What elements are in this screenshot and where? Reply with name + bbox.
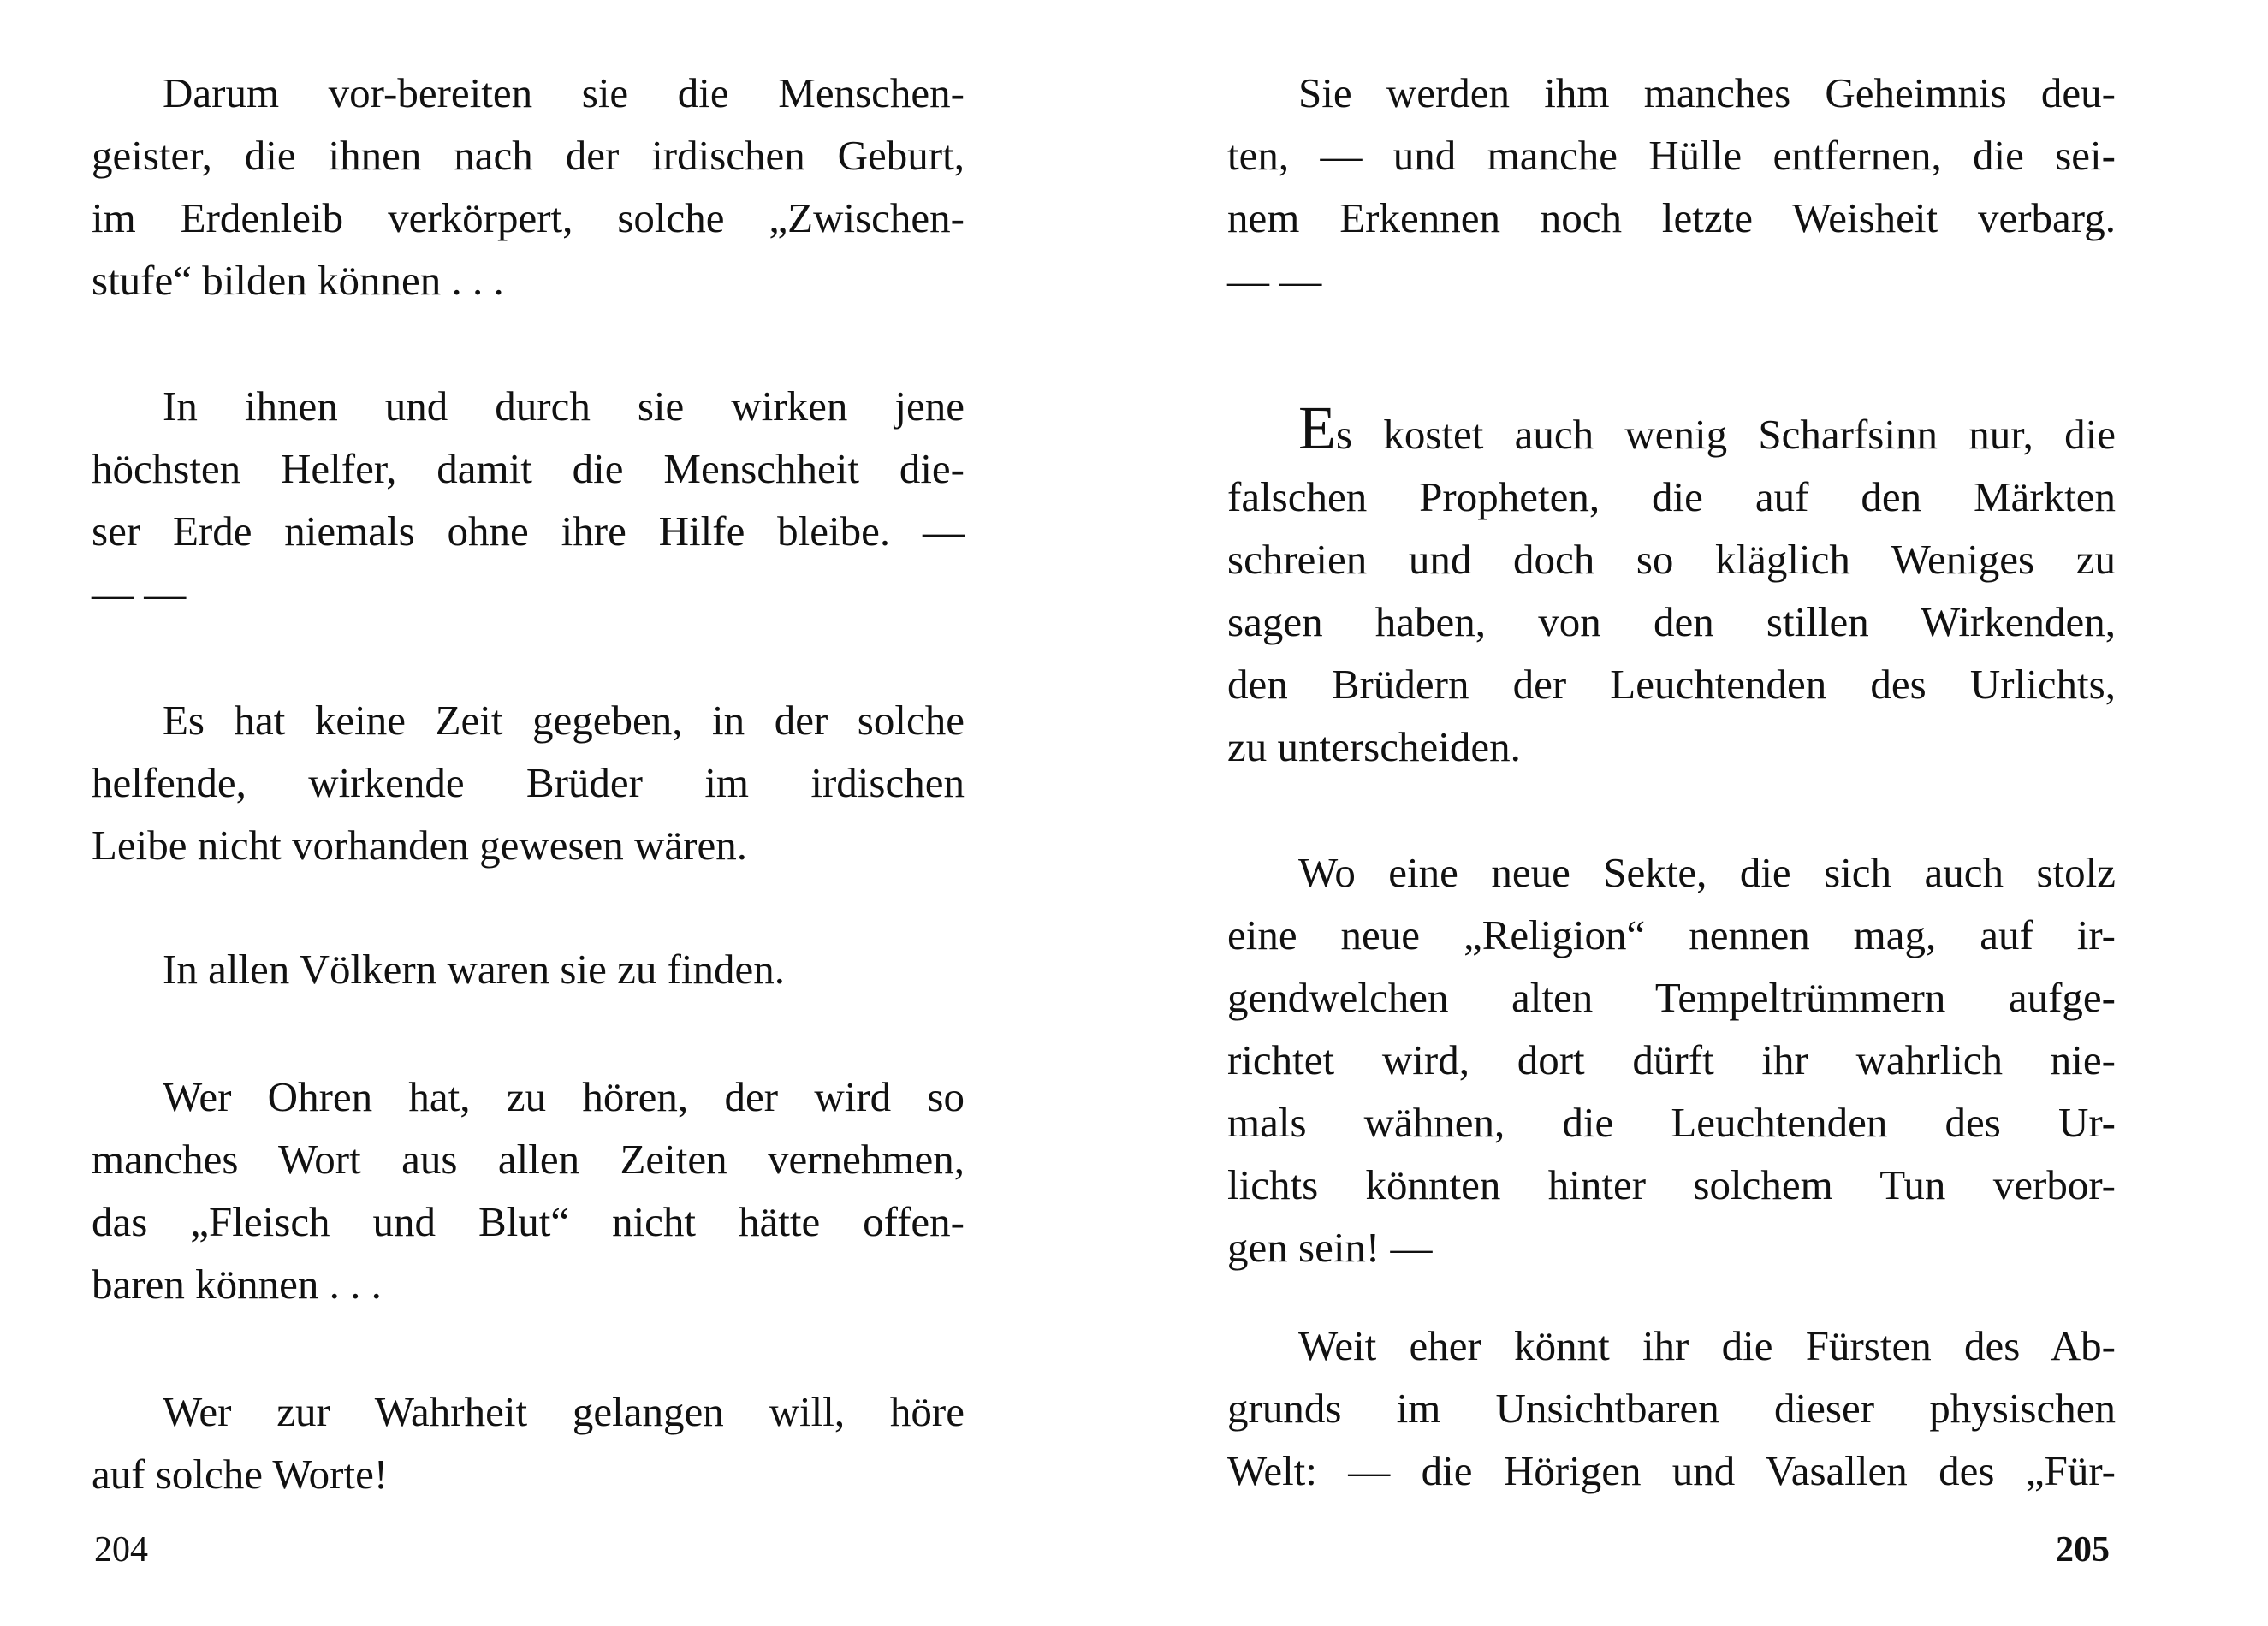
paragraph xyxy=(92,1380,965,1505)
text-line: Wer Ohren hat, zu hören, der wird so xyxy=(163,1073,965,1120)
text-line: geister, die ihnen nach der irdischen Geburt, xyxy=(92,132,965,179)
paragraph xyxy=(1227,394,2116,778)
text-line: das „Fleisch und Blut“ nicht hätte offen- xyxy=(92,1198,965,1245)
text-line xyxy=(1227,394,2116,466)
text-line: Es hat keine Zeit gegeben, in der solche xyxy=(163,697,965,744)
text-line: höchsten Helfer, damit die Menschheit die- xyxy=(92,445,965,492)
text-line: Wo eine neue Sekte, die sich auch stolz xyxy=(1298,849,2116,896)
text-line: im Erdenleib verkörpert, solche „Zwischen- xyxy=(92,194,965,241)
text-line: gen sein! — xyxy=(1227,1224,1433,1271)
text-line: sagen haben, von den stillen Wirkenden, xyxy=(1227,598,2116,645)
text-line: Weit eher könnt ihr die Fürsten des Ab- xyxy=(1298,1322,2116,1369)
page-number: 205 xyxy=(2056,1530,2110,1570)
text-line: lichts könnten hinter solchem Tun verbor- xyxy=(1227,1161,2116,1208)
text-line: ten, — und manche Hülle entfernen, die sei- xyxy=(1227,132,2116,179)
text-line: baren können . . . xyxy=(92,1261,382,1308)
text-line: Welt: — die Hörigen und Vasallen des „Für- xyxy=(1227,1447,2116,1494)
paragraph xyxy=(1227,1314,2116,1502)
text-line: mals wähnen, die Leuchtenden des Ur- xyxy=(1227,1099,2116,1146)
text-line: richtet wird, dort dürft ihr wahrlich nie- xyxy=(1227,1036,2116,1083)
paragraph xyxy=(92,689,965,876)
paragraph xyxy=(1227,841,2116,1279)
text-line: — — xyxy=(1227,257,1322,304)
text-line: helfende, wirkende Brüder im irdischen xyxy=(92,759,965,806)
text-line: ser Erde niemals ohne ihre Hilfe bleibe. — xyxy=(92,507,965,555)
text-line: stufe“ bilden können . . . xyxy=(92,257,504,304)
text-line: auf solche Worte! xyxy=(92,1451,389,1498)
text-line: manches Wort aus allen Zeiten vernehmen, xyxy=(92,1136,965,1183)
text-line: Sie werden ihm manches Geheimnis deu- xyxy=(1298,69,2116,116)
text-line: zu unterscheiden. xyxy=(1227,723,1521,770)
right-page xyxy=(1134,0,2268,1626)
text-line: eine neue „Religion“ nennen mag, auf ir- xyxy=(1227,911,2116,958)
text-line: In allen Völkern waren sie zu finden. xyxy=(163,946,786,993)
text-line: gendwelchen alten Tempeltrümmern aufge- xyxy=(1227,974,2116,1021)
paragraph xyxy=(1227,62,2116,312)
paragraph xyxy=(92,375,965,625)
text-line: Darum vor-bereiten sie die Menschen- xyxy=(163,69,965,116)
text-line: Wer zur Wahrheit gelangen will, höre xyxy=(163,1388,965,1435)
text-line: nem Erkennen noch letzte Weisheit verbarg. xyxy=(1227,194,2116,241)
text-line: Leibe nicht vorhanden gewesen wären. xyxy=(92,822,747,869)
paragraph xyxy=(92,938,965,1000)
page-number: 204 xyxy=(94,1530,148,1570)
paragraph xyxy=(92,1065,965,1315)
text-line: schreien und doch so kläglich Weniges zu xyxy=(1227,536,2116,583)
paragraph xyxy=(92,62,965,312)
text-line: den Brüdern der Leuchtenden des Urlichts, xyxy=(1227,661,2116,708)
text-line: falschen Propheten, die auf den Märkten xyxy=(1227,473,2116,520)
text-line-rest: s kostet auch wenig Scharfsinn nur, die xyxy=(1335,411,2116,458)
text-line: In ihnen und durch sie wirken jene xyxy=(163,383,965,430)
text-line: grunds im Unsichtbaren dieser physischen xyxy=(1227,1385,2116,1432)
initial-letter: E xyxy=(1298,394,1336,462)
text-line: — — xyxy=(92,570,187,617)
